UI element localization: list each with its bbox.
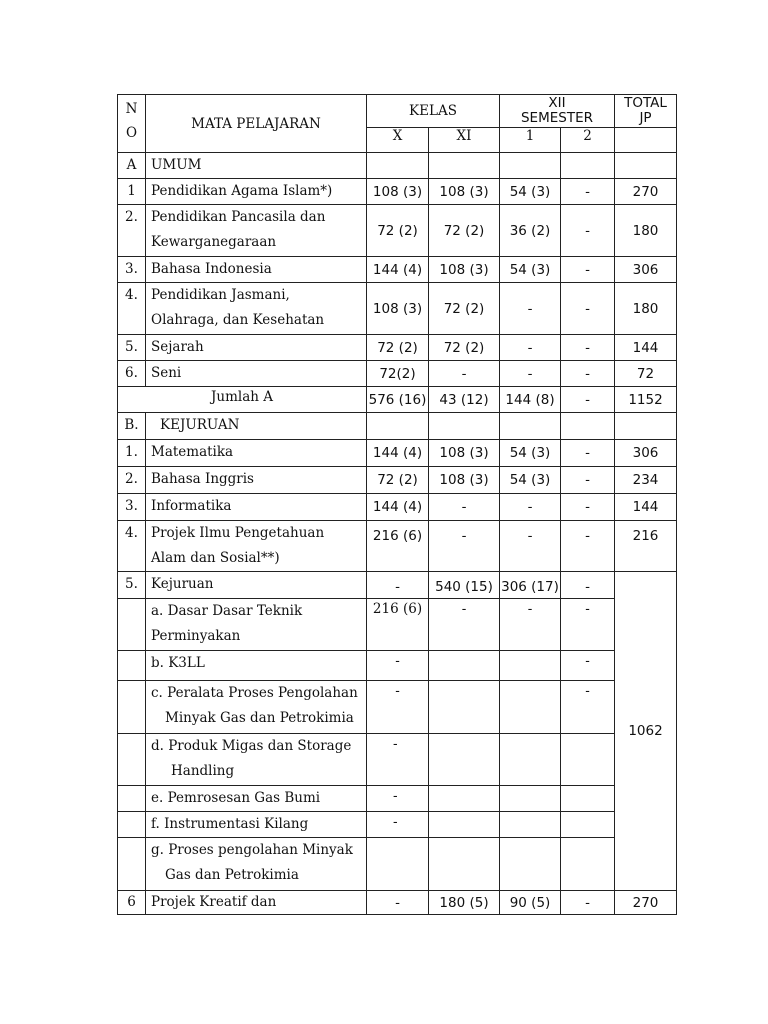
cell-x: -: [367, 681, 429, 734]
table-row: [118, 891, 677, 915]
sub-subject-line2: Minyak Gas dan Petrokimia: [165, 710, 354, 726]
table-row: [118, 283, 677, 335]
sum-x: 576 (16): [367, 387, 429, 413]
cell-xi: -: [429, 494, 500, 521]
row-no: 3.: [118, 494, 146, 521]
row-subject-line1: Projek Ilmu Pengetahuan: [151, 525, 325, 541]
table-row: [118, 335, 677, 361]
sub-no-empty: [118, 812, 146, 838]
cell-total: 234: [615, 467, 677, 494]
row-subject: Kejuruan: [146, 572, 367, 599]
cell-xi: 180 (5): [429, 891, 500, 915]
sub-row: [118, 651, 677, 681]
section-a-title: UMUM: [146, 153, 367, 179]
row-subject: Projek Kreatif dan: [146, 891, 367, 915]
row-subject-line2: Kewarganegaraan: [151, 234, 277, 250]
cell-s1: -: [500, 521, 561, 572]
header-xii-line2: SEMESTER: [520, 110, 593, 126]
cell-xi: -: [429, 599, 500, 651]
sub-no-empty: [118, 786, 146, 812]
sub-subject: f. Instrumentasi Kilang: [146, 812, 367, 838]
row-subject: Seni: [146, 361, 367, 387]
cell-x: -: [367, 651, 429, 681]
table-row: [118, 440, 677, 467]
cell-total: 270: [615, 891, 677, 915]
row-subject: Bahasa Indonesia: [146, 257, 367, 283]
cell-s2: -: [561, 361, 615, 387]
cell-x: -: [367, 734, 429, 786]
table-row: [118, 179, 677, 205]
cell-x: 144 (4): [367, 440, 429, 467]
sub-row: [118, 681, 677, 734]
row-subject-line1: Pendidikan Pancasila dan: [151, 209, 326, 225]
cell-total: 72: [615, 361, 677, 387]
cell-x: -: [367, 786, 429, 812]
section-b-title: [146, 413, 367, 440]
cell-x: 216 (6): [367, 599, 429, 651]
row-subject-line1: Pendidikan Jasmani,: [151, 287, 290, 303]
header-subject: MATA PELAJARAN: [146, 95, 367, 153]
row-no: 2.: [118, 205, 146, 257]
table-row: [118, 521, 677, 572]
cell-s2: -: [561, 891, 615, 915]
row-no: 4.: [118, 521, 146, 572]
sum-total: 1152: [615, 387, 677, 413]
header-sem1: 1: [500, 128, 561, 153]
cell-x: 72(2): [367, 361, 429, 387]
row-no: 6: [118, 891, 146, 915]
curriculum-table: [117, 94, 677, 915]
cell-s1: -: [500, 494, 561, 521]
row-no: 2.: [118, 467, 146, 494]
cell-xi: -: [429, 361, 500, 387]
section-a-row: [118, 153, 677, 179]
row-no: 4.: [118, 283, 146, 335]
header-xii: [500, 95, 615, 128]
sum-xi: 43 (12): [429, 387, 500, 413]
header-total-empty: [615, 128, 677, 153]
cell-s1: 54 (3): [500, 179, 561, 205]
section-b-title-text: KEJURUAN: [160, 417, 240, 433]
sum-s2: -: [561, 387, 615, 413]
cell-xi: 108 (3): [429, 440, 500, 467]
cell-s1: -: [500, 361, 561, 387]
header-no: [118, 95, 146, 153]
sub-no-empty: [118, 734, 146, 786]
sub-subject-line1: g. Proses pengolahan Minyak: [151, 842, 353, 858]
cell-s2: -: [561, 681, 615, 734]
cell-x: 108 (3): [367, 283, 429, 335]
header-kelas: KELAS: [367, 95, 500, 128]
cell-s2: -: [561, 335, 615, 361]
cell-s2: -: [561, 599, 615, 651]
cell-total: 180: [615, 205, 677, 257]
cell-x: 216 (6): [367, 521, 429, 572]
cell-s1: 54 (3): [500, 440, 561, 467]
sub-subject: b. K3LL: [146, 651, 367, 681]
header-total-line2: JP: [639, 110, 652, 126]
row-subject: Bahasa Inggris: [146, 467, 367, 494]
cell-s1: -: [500, 335, 561, 361]
sub-subject-line2: Perminyakan: [151, 628, 241, 644]
cell-s1: -: [500, 599, 561, 651]
cell-total: 144: [615, 335, 677, 361]
table-row: [118, 494, 677, 521]
header-no-line1: N: [125, 101, 138, 117]
row-subject-line2: Alam dan Sosial**): [151, 550, 280, 566]
sub-subject: e. Pemrosesan Gas Bumi: [146, 786, 367, 812]
section-b-row: [118, 413, 677, 440]
cell-xi: 108 (3): [429, 467, 500, 494]
cell-total: 180: [615, 283, 677, 335]
header-no-line2: O: [125, 125, 138, 141]
row-subject-line2: Olahraga, dan Kesehatan: [151, 312, 325, 328]
cell-x: 144 (4): [367, 257, 429, 283]
row-no: 5.: [118, 572, 146, 599]
cell-s2: -: [561, 440, 615, 467]
cell-x: 72 (2): [367, 335, 429, 361]
header-sem2: 2: [561, 128, 615, 153]
cell-s2: -: [561, 283, 615, 335]
row-subject: Pendidikan Agama Islam*): [146, 179, 367, 205]
sub-subject-line2: Gas dan Petrokimia: [165, 867, 299, 883]
section-b-code: B.: [118, 413, 146, 440]
cell-total: 306: [615, 440, 677, 467]
cell-x: -: [367, 891, 429, 915]
sum-s1: 144 (8): [500, 387, 561, 413]
sub-subject-line1: a. Dasar Dasar Teknik: [151, 603, 303, 619]
row-subject: [146, 283, 367, 335]
cell-s2: -: [561, 257, 615, 283]
cell-x: -: [367, 572, 429, 599]
sub-no-empty: [118, 681, 146, 734]
cell-total: 144: [615, 494, 677, 521]
cell-x: -: [367, 812, 429, 838]
cell-s1: 54 (3): [500, 467, 561, 494]
row-no: 6.: [118, 361, 146, 387]
header-x: X: [367, 128, 429, 153]
sum-label: Jumlah A: [118, 387, 367, 413]
cell-s1: 54 (3): [500, 257, 561, 283]
sub-subject: [146, 681, 367, 734]
sub-subject: [146, 734, 367, 786]
cell-xi: 72 (2): [429, 283, 500, 335]
row-subject: [146, 521, 367, 572]
cell-x: 108 (3): [367, 179, 429, 205]
kejuruan-total: 1062: [615, 572, 677, 891]
sub-subject: [146, 838, 367, 891]
sub-row: [118, 838, 677, 891]
cell-total: 306: [615, 257, 677, 283]
sub-row: [118, 786, 677, 812]
sub-no-empty: [118, 838, 146, 891]
sub-subject-line1: c. Peralata Proses Pengolahan: [151, 685, 358, 701]
row-no: 1: [118, 179, 146, 205]
cell-xi: -: [429, 521, 500, 572]
row-subject: Sejarah: [146, 335, 367, 361]
cell-s2: -: [561, 572, 615, 599]
row-no: 1.: [118, 440, 146, 467]
section-a-code: A: [118, 153, 146, 179]
cell-xi: 108 (3): [429, 257, 500, 283]
cell-s2: -: [561, 179, 615, 205]
cell-s1: 36 (2): [500, 205, 561, 257]
cell-x: 72 (2): [367, 467, 429, 494]
sum-row: [118, 387, 677, 413]
cell-total: 216: [615, 521, 677, 572]
header-total: [615, 95, 677, 128]
cell-s2: -: [561, 651, 615, 681]
table-row: [118, 361, 677, 387]
cell-s2: -: [561, 467, 615, 494]
cell-x: 72 (2): [367, 205, 429, 257]
table-row: [118, 205, 677, 257]
sub-subject: [146, 599, 367, 651]
sub-row: [118, 734, 677, 786]
cell-s1: -: [500, 283, 561, 335]
cell-s1: 306 (17): [500, 572, 561, 599]
header-xi: XI: [429, 128, 500, 153]
kejuruan-row: [118, 572, 677, 599]
sub-no-empty: [118, 599, 146, 651]
cell-x: 144 (4): [367, 494, 429, 521]
header-xii-line1: XII: [548, 95, 566, 111]
table-row: [118, 467, 677, 494]
cell-xi: 72 (2): [429, 205, 500, 257]
row-no: 3.: [118, 257, 146, 283]
sub-row: [118, 812, 677, 838]
cell-xi: 540 (15): [429, 572, 500, 599]
header-total-line1: TOTAL: [624, 95, 667, 111]
row-subject: Matematika: [146, 440, 367, 467]
cell-xi: 108 (3): [429, 179, 500, 205]
cell-xi: 72 (2): [429, 335, 500, 361]
cell-s2: -: [561, 494, 615, 521]
sub-no-empty: [118, 651, 146, 681]
cell-s2: -: [561, 205, 615, 257]
cell-s1: 90 (5): [500, 891, 561, 915]
sub-subject-line2: Handling: [171, 763, 235, 779]
cell-total: 270: [615, 179, 677, 205]
sub-row: [118, 599, 677, 651]
row-subject: [146, 205, 367, 257]
row-subject: Informatika: [146, 494, 367, 521]
sub-subject-line1: d. Produk Migas dan Storage: [151, 738, 352, 754]
table-row: [118, 257, 677, 283]
row-no: 5.: [118, 335, 146, 361]
cell-s2: -: [561, 521, 615, 572]
